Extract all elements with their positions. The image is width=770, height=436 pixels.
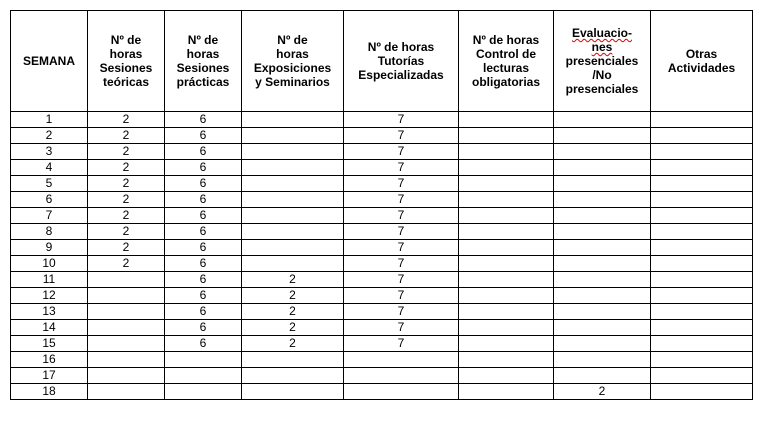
cell-tutorias-especializadas: 7 [344,288,459,304]
table-row [11,240,753,256]
cell-control-lecturas [459,272,554,288]
cell-semana: 4 [11,160,88,176]
cell-sesiones-practicas: 6 [165,288,242,304]
cell-sesiones-practicas: 6 [165,208,242,224]
cell-sesiones-practicas [165,352,242,368]
cell-otras-actividades [651,192,753,208]
table-row [11,192,753,208]
table-body [11,112,753,400]
cell-otras-actividades [651,256,753,272]
weekly-hours-table [10,10,753,400]
cell-semana: 7 [11,208,88,224]
cell-sesiones-teoricas: 2 [88,192,165,208]
cell-semana: 12 [11,288,88,304]
cell-control-lecturas [459,160,554,176]
cell-sesiones-teoricas [88,288,165,304]
cell-semana: 1 [11,112,88,128]
cell-exposiciones-seminarios: 2 [242,304,344,320]
cell-sesiones-teoricas: 2 [88,208,165,224]
cell-control-lecturas [459,384,554,400]
cell-otras-actividades [651,368,753,384]
cell-otras-actividades [651,112,753,128]
cell-evaluaciones [554,192,651,208]
cell-semana: 16 [11,352,88,368]
cell-semana: 15 [11,336,88,352]
cell-evaluaciones: 2 [554,384,651,400]
table-row [11,128,753,144]
cell-control-lecturas [459,224,554,240]
table-row [11,320,753,336]
cell-control-lecturas [459,304,554,320]
cell-exposiciones-seminarios: 2 [242,320,344,336]
header-sesiones-teoricas: Nº de horas Sesiones teóricas [88,11,165,112]
header-exposiciones-seminarios: Nº de horas Exposiciones y Seminarios [242,11,344,112]
cell-sesiones-teoricas: 2 [88,240,165,256]
cell-evaluaciones [554,144,651,160]
cell-sesiones-practicas: 6 [165,240,242,256]
cell-tutorias-especializadas: 7 [344,128,459,144]
cell-sesiones-practicas: 6 [165,336,242,352]
cell-semana: 17 [11,368,88,384]
cell-otras-actividades [651,224,753,240]
cell-control-lecturas [459,320,554,336]
cell-tutorias-especializadas: 7 [344,304,459,320]
cell-otras-actividades [651,288,753,304]
cell-exposiciones-seminarios [242,160,344,176]
header-sesiones-practicas: Nº de horas Sesiones prácticas [165,11,242,112]
cell-sesiones-practicas: 6 [165,128,242,144]
cell-evaluaciones [554,112,651,128]
cell-semana: 8 [11,224,88,240]
cell-otras-actividades [651,320,753,336]
cell-tutorias-especializadas: 7 [344,272,459,288]
cell-sesiones-teoricas: 2 [88,128,165,144]
cell-sesiones-teoricas: 2 [88,160,165,176]
cell-otras-actividades [651,240,753,256]
cell-tutorias-especializadas [344,368,459,384]
cell-tutorias-especializadas: 7 [344,208,459,224]
cell-exposiciones-seminarios [242,208,344,224]
cell-exposiciones-seminarios [242,192,344,208]
cell-exposiciones-seminarios: 2 [242,288,344,304]
table-row [11,304,753,320]
cell-semana: 13 [11,304,88,320]
cell-sesiones-teoricas: 2 [88,176,165,192]
cell-semana: 18 [11,384,88,400]
cell-exposiciones-seminarios [242,368,344,384]
cell-sesiones-teoricas [88,304,165,320]
cell-tutorias-especializadas: 7 [344,240,459,256]
header-semana: SEMANA [11,11,88,112]
header-evaluaciones-line1: Evaluacio- [571,26,633,40]
cell-tutorias-especializadas: 7 [344,320,459,336]
cell-sesiones-practicas: 6 [165,192,242,208]
cell-exposiciones-seminarios [242,144,344,160]
cell-semana: 5 [11,176,88,192]
cell-exposiciones-seminarios [242,256,344,272]
table-row [11,256,753,272]
cell-tutorias-especializadas: 7 [344,192,459,208]
cell-sesiones-practicas: 6 [165,144,242,160]
cell-control-lecturas [459,352,554,368]
cell-exposiciones-seminarios: 2 [242,336,344,352]
cell-tutorias-especializadas: 7 [344,256,459,272]
cell-exposiciones-seminarios [242,384,344,400]
cell-tutorias-especializadas: 7 [344,336,459,352]
cell-exposiciones-seminarios [242,112,344,128]
cell-sesiones-teoricas: 2 [88,256,165,272]
cell-control-lecturas [459,176,554,192]
cell-evaluaciones [554,272,651,288]
cell-evaluaciones [554,160,651,176]
cell-otras-actividades [651,304,753,320]
cell-sesiones-teoricas [88,320,165,336]
table-row [11,336,753,352]
cell-control-lecturas [459,240,554,256]
header-otras-actividades: Otras Actividades [651,11,753,112]
cell-semana: 11 [11,272,88,288]
cell-otras-actividades [651,208,753,224]
cell-semana: 2 [11,128,88,144]
cell-sesiones-practicas [165,384,242,400]
cell-exposiciones-seminarios [242,240,344,256]
cell-control-lecturas [459,208,554,224]
cell-exposiciones-seminarios [242,224,344,240]
cell-tutorias-especializadas [344,352,459,368]
cell-evaluaciones [554,320,651,336]
cell-control-lecturas [459,368,554,384]
cell-exposiciones-seminarios: 2 [242,272,344,288]
cell-sesiones-practicas: 6 [165,320,242,336]
cell-exposiciones-seminarios [242,352,344,368]
header-tutorias-especializadas: Nº de horas Tutorías Especializadas [344,11,459,112]
cell-otras-actividades [651,336,753,352]
cell-sesiones-practicas: 6 [165,112,242,128]
cell-evaluaciones [554,288,651,304]
cell-semana: 10 [11,256,88,272]
cell-semana: 14 [11,320,88,336]
cell-otras-actividades [651,176,753,192]
table-row [11,272,753,288]
cell-sesiones-practicas [165,368,242,384]
cell-sesiones-practicas: 6 [165,256,242,272]
header-control-lecturas: Nº de horas Control de lecturas obligatorias [459,11,554,112]
table-row [11,112,753,128]
header-evaluaciones-line2: nes [591,40,613,54]
cell-evaluaciones [554,368,651,384]
cell-sesiones-practicas: 6 [165,224,242,240]
table-row [11,144,753,160]
cell-evaluaciones [554,256,651,272]
cell-evaluaciones [554,128,651,144]
cell-tutorias-especializadas: 7 [344,176,459,192]
header-evaluaciones-rest: presenciales /No presenciales [565,54,639,96]
cell-evaluaciones [554,208,651,224]
cell-otras-actividades [651,128,753,144]
cell-sesiones-teoricas [88,384,165,400]
cell-sesiones-teoricas [88,272,165,288]
cell-exposiciones-seminarios [242,128,344,144]
cell-sesiones-teoricas: 2 [88,224,165,240]
cell-tutorias-especializadas: 7 [344,144,459,160]
cell-evaluaciones [554,336,651,352]
cell-tutorias-especializadas: 7 [344,112,459,128]
cell-evaluaciones [554,240,651,256]
cell-sesiones-practicas: 6 [165,160,242,176]
table-row [11,208,753,224]
cell-evaluaciones [554,352,651,368]
cell-evaluaciones [554,176,651,192]
cell-exposiciones-seminarios [242,176,344,192]
table-row [11,288,753,304]
cell-sesiones-teoricas: 2 [88,112,165,128]
cell-otras-actividades [651,272,753,288]
cell-sesiones-teoricas [88,368,165,384]
cell-sesiones-teoricas [88,336,165,352]
table-row [11,352,753,368]
cell-evaluaciones [554,304,651,320]
cell-control-lecturas [459,192,554,208]
cell-otras-actividades [651,352,753,368]
cell-sesiones-practicas: 6 [165,272,242,288]
header-evaluaciones [554,11,651,112]
cell-control-lecturas [459,144,554,160]
cell-control-lecturas [459,112,554,128]
table-row [11,160,753,176]
table-row [11,368,753,384]
cell-semana: 9 [11,240,88,256]
table-row [11,176,753,192]
cell-evaluaciones [554,224,651,240]
cell-sesiones-teoricas [88,352,165,368]
cell-tutorias-especializadas: 7 [344,224,459,240]
cell-control-lecturas [459,288,554,304]
table-row [11,384,753,400]
cell-sesiones-practicas: 6 [165,176,242,192]
cell-tutorias-especializadas: 7 [344,160,459,176]
cell-otras-actividades [651,160,753,176]
cell-control-lecturas [459,256,554,272]
cell-control-lecturas [459,336,554,352]
cell-sesiones-teoricas: 2 [88,144,165,160]
cell-otras-actividades [651,144,753,160]
header-row [11,11,753,112]
cell-semana: 6 [11,192,88,208]
table-row [11,224,753,240]
cell-semana: 3 [11,144,88,160]
cell-control-lecturas [459,128,554,144]
cell-sesiones-practicas: 6 [165,304,242,320]
cell-tutorias-especializadas [344,384,459,400]
cell-otras-actividades [651,384,753,400]
